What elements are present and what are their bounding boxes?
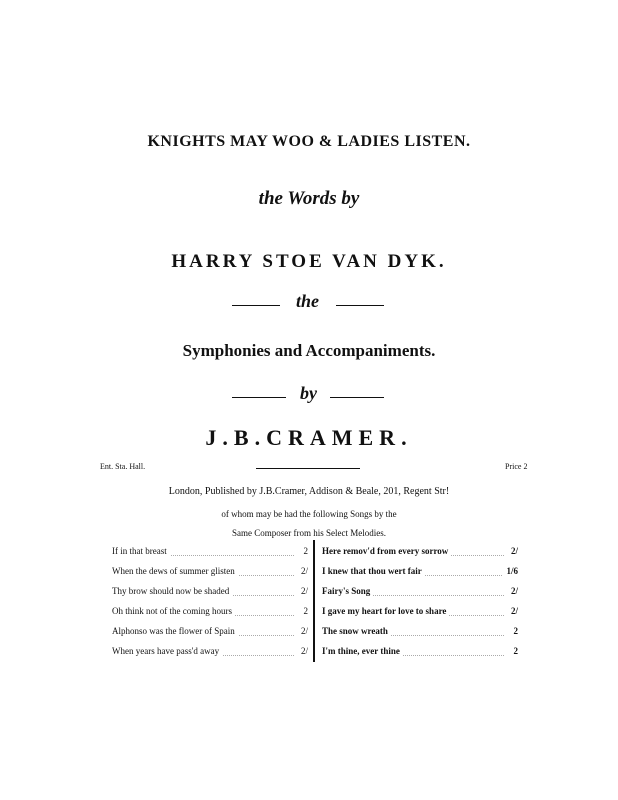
column-divider — [313, 540, 315, 662]
song-title: KNIGHTS MAY WOO & LADIES LISTEN. — [147, 133, 471, 150]
the-label: the — [296, 291, 320, 311]
publisher-line: London, Published by J.B.Cramer, Addison & Beale, 201, Regent Str! — [168, 486, 450, 497]
list-item: I gave my heart for love to share 2/ — [322, 606, 518, 616]
list-item: Thy brow should now be shaded 2/ — [112, 586, 308, 596]
list-item: When years have pass'd away 2/ — [112, 646, 308, 656]
symphonies-line: Symphonies and Accompaniments. — [182, 341, 436, 360]
list-item: The snow wreath 2 — [322, 626, 518, 636]
list-item: Alphonso was the flower of Spain 2/ — [112, 626, 308, 636]
words-by-line: the Words by — [258, 188, 360, 209]
author-name: HARRY STOE VAN DYK. — [171, 251, 447, 272]
list-item: When the dews of summer glisten 2/ — [112, 566, 308, 576]
list-item: Here remov'd from every sorrow 2/ — [322, 546, 518, 556]
left-divider — [232, 305, 280, 306]
right-divider — [330, 397, 384, 398]
composer-name: J.B.CRAMER. — [205, 425, 413, 450]
publisher-note: of whom may be had the following Songs by the — [221, 509, 397, 519]
list-item: I'm thine, ever thine 2 — [322, 646, 518, 656]
price-label: Price 2 — [505, 462, 528, 471]
publisher-note-2: Same Composer from his Select Melodies. — [232, 528, 386, 538]
song-list-left — [112, 546, 308, 666]
center-rule — [256, 468, 360, 469]
list-item: Fairy's Song 2/ — [322, 586, 518, 596]
by-label: by — [300, 383, 317, 403]
song-list-right — [322, 546, 518, 666]
left-divider — [232, 397, 286, 398]
right-divider — [336, 305, 384, 306]
list-item: Oh think not of the coming hours 2 — [112, 606, 308, 616]
list-item: I knew that thou wert fair 1/6 — [322, 566, 518, 576]
list-item: If in that breast 2 — [112, 546, 308, 556]
entered-stationers-hall: Ent. Sta. Hall. — [100, 462, 146, 471]
